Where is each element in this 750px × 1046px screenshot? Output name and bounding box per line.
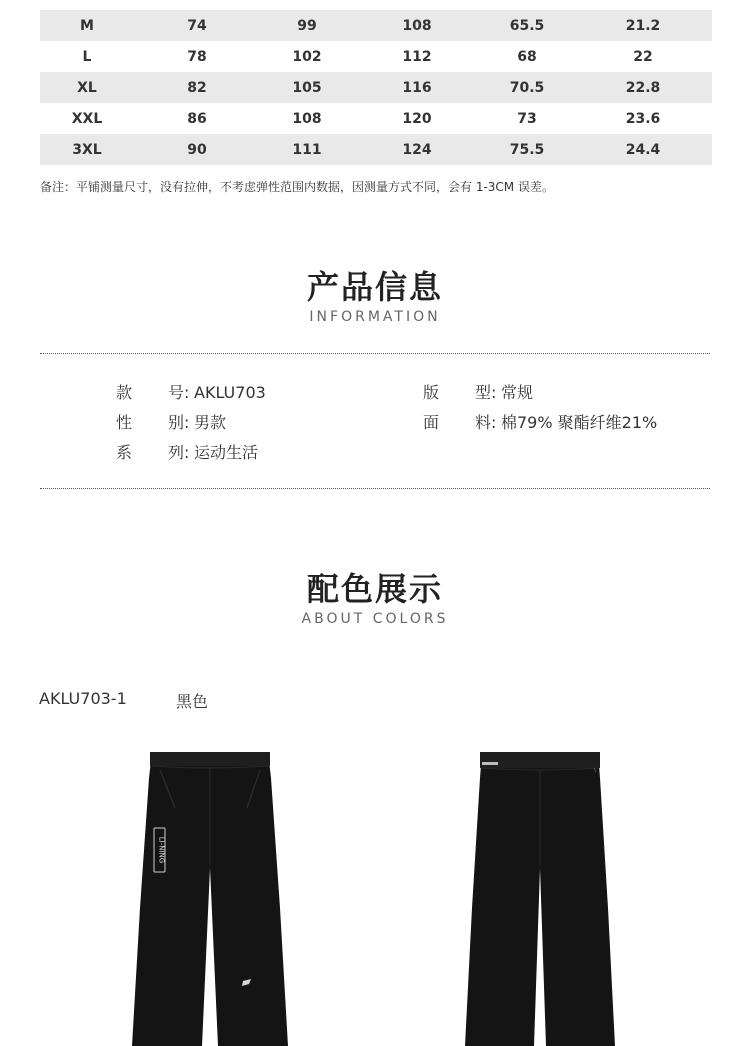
size-value-cell: 70.5	[480, 72, 574, 103]
size-value-cell: 86	[187, 110, 207, 127]
pants-back-image	[460, 748, 620, 1046]
size-value-cell: 111	[260, 134, 354, 165]
size-value-cell: 22.8	[574, 72, 712, 103]
brand-label-icon	[482, 762, 498, 765]
size-value-cell: 23.6	[625, 110, 661, 127]
size-label-cell: L	[82, 48, 92, 65]
info-label: 性别	[116, 413, 184, 432]
info-colon: :	[184, 383, 190, 402]
info-item-gender	[116, 410, 226, 433]
colors-section-subtitle: ABOUT COLORS	[301, 611, 449, 627]
size-value-cell: 120	[402, 110, 432, 127]
size-table	[40, 10, 712, 165]
size-row	[40, 41, 712, 72]
size-value-cell: 108	[292, 110, 322, 127]
size-value-cell: 112	[402, 48, 432, 65]
info-label: 系列	[116, 443, 184, 462]
size-value-cell: 102	[292, 48, 322, 65]
brand-logo-text: LI-NING	[157, 836, 166, 864]
size-value-cell: 73	[517, 110, 537, 127]
info-colon: :	[491, 413, 497, 432]
size-value-cell: 124	[354, 134, 480, 165]
size-label-cell: XXL	[71, 110, 103, 127]
pants-front-image	[130, 748, 290, 1046]
info-value: 运动生活	[194, 443, 259, 462]
variant-color-name: 黑色	[176, 692, 209, 711]
size-note: 备注：平铺测量尺寸，没有拉伸，不考虑弹性范围内数据，因测量方式不同，会有 1-3CM 误差。	[40, 180, 554, 194]
size-value-cell: 116	[354, 72, 480, 103]
size-value-cell: 82	[134, 72, 260, 103]
info-value: 棉79% 聚酯纤维21%	[501, 413, 658, 432]
size-value-cell: 78	[187, 48, 207, 65]
size-row	[40, 103, 712, 134]
info-item-series	[116, 440, 258, 463]
size-row	[40, 72, 712, 103]
size-label-cell: M	[40, 10, 134, 41]
size-value-cell: 75.5	[480, 134, 574, 165]
info-label: 版型	[423, 383, 491, 402]
size-value-cell: 22	[633, 48, 653, 65]
variant-code: AKLU703-1	[39, 689, 127, 708]
info-label: 面料	[423, 413, 491, 432]
info-section-title: 产品信息	[306, 268, 443, 306]
divider	[40, 353, 710, 354]
info-colon: :	[491, 383, 497, 402]
info-colon: :	[184, 443, 190, 462]
info-item-model	[116, 380, 266, 403]
info-section-subtitle: INFORMATION	[309, 309, 441, 325]
info-label: 款号	[116, 383, 184, 402]
info-value: 常规	[501, 383, 534, 402]
size-value-cell: 65.5	[480, 10, 574, 41]
divider	[40, 488, 710, 489]
info-value: AKLU703	[194, 383, 266, 402]
size-row	[40, 134, 712, 165]
size-label-cell: XL	[40, 72, 134, 103]
size-value-cell: 99	[260, 10, 354, 41]
size-label-cell: 3XL	[40, 134, 134, 165]
size-row	[40, 10, 712, 41]
info-value: 男款	[194, 413, 227, 432]
size-value-cell: 68	[517, 48, 537, 65]
size-value-cell: 105	[260, 72, 354, 103]
size-value-cell: 74	[134, 10, 260, 41]
info-item-fabric	[423, 410, 657, 433]
info-colon: :	[184, 413, 190, 432]
size-value-cell: 90	[134, 134, 260, 165]
size-value-cell: 24.4	[574, 134, 712, 165]
info-item-fit	[423, 380, 533, 403]
size-value-cell: 21.2	[574, 10, 712, 41]
size-value-cell: 108	[354, 10, 480, 41]
colors-section-title: 配色展示	[306, 570, 443, 608]
